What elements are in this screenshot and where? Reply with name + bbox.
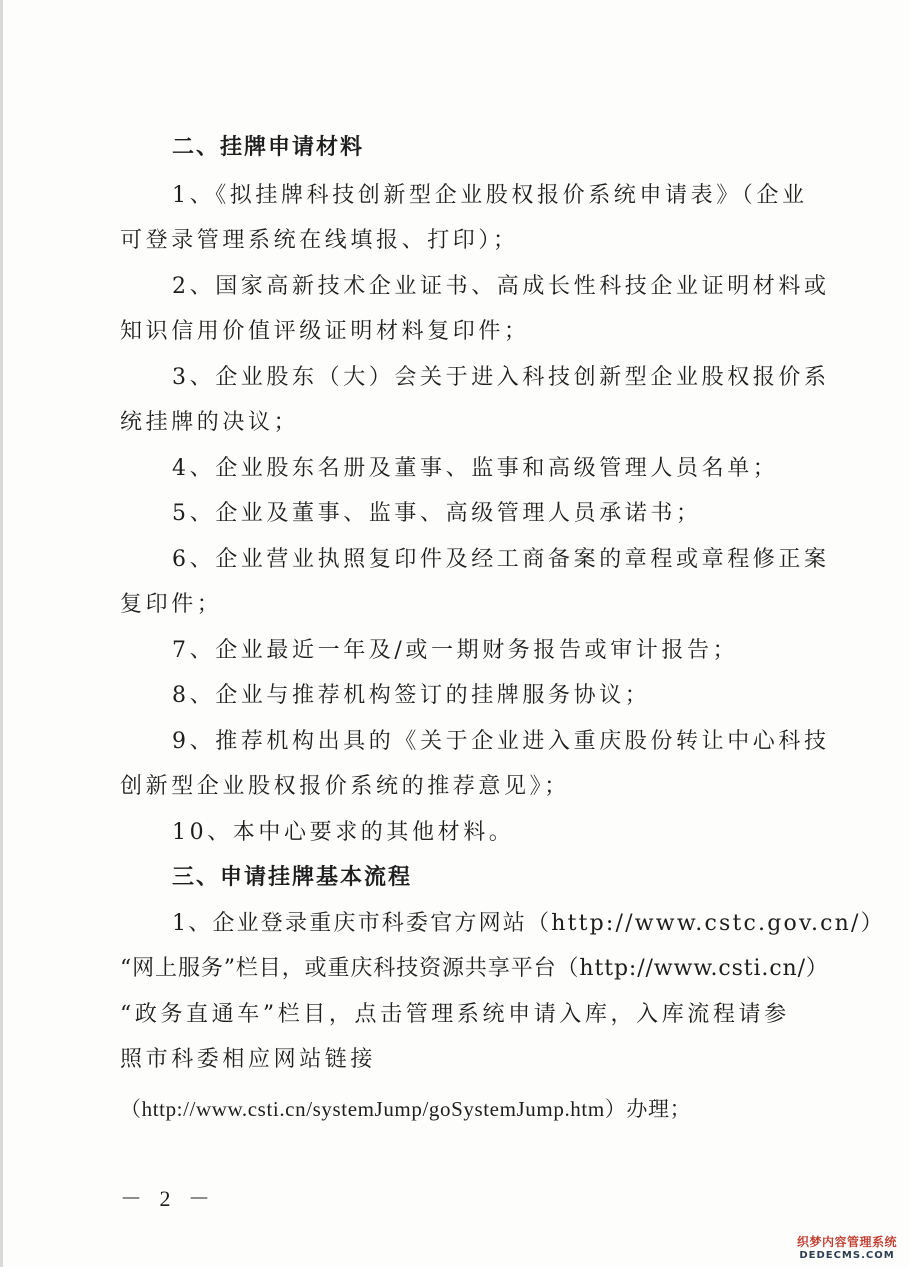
step-1-line-5: （http://www.csti.cn/systemJump/goSystemJump.htm）办理； <box>120 1097 692 1121</box>
page-number: － 2 － <box>120 1186 217 1211</box>
step-1-line-2: “网上服务”栏目，或重庆科技资源共享平台（http://www.csti.cn/） <box>120 956 829 981</box>
item-2-line-1: 2、国家高新技术企业证书、高成长性科技企业证明材料或 <box>172 274 830 299</box>
item-6-line-1: 6、企业营业执照复印件及经工商备案的章程或章程修正案 <box>172 547 830 572</box>
site-watermark <box>791 1233 903 1261</box>
item-5-line-1: 5、企业及董事、监事、高级管理人员承诺书； <box>172 501 702 526</box>
item-6-line-2: 复印件； <box>120 592 223 617</box>
item-9-line-2: 创新型企业股权报价系统的推荐意见》； <box>120 774 570 799</box>
item-1-line-2: 可登录管理系统在线填报、打印）； <box>120 228 519 253</box>
section-3-heading: 三、申请挂牌基本流程 <box>172 865 413 890</box>
item-1-line-1: 1、《拟挂牌科技创新型企业股权报价系统申请表》（企业 <box>172 183 808 208</box>
step-1-line-4: 照市科委相应网站链接 <box>120 1047 377 1072</box>
item-3-line-2: 统挂牌的决议； <box>120 410 300 435</box>
section-2-heading: 二、挂牌申请材料 <box>172 135 365 160</box>
item-3-line-1: 3、企业股东（大）会关于进入科技创新型企业股权报价系 <box>172 365 830 390</box>
item-8-line-1: 8、企业与推荐机构签订的挂牌服务协议； <box>172 683 651 708</box>
step-1-line-1: 1、企业登录重庆市科委官方网站（http://www.cstc.gov.cn/） <box>172 911 885 936</box>
item-7-line-1: 7、企业最近一年及/或一期财务报告或审计报告； <box>172 638 739 663</box>
item-9-line-1: 9、推荐机构出具的《关于企业进入重庆股份转让中心科技 <box>172 729 830 754</box>
watermark-en-text: DEDECMS.COM <box>799 1250 895 1261</box>
step-1-line-3: “政务直通车”栏目，点击管理系统申请入库，入库流程请参 <box>120 1002 790 1027</box>
item-4-line-1: 4、企业股东名册及董事、监事和高级管理人员名单； <box>172 456 779 481</box>
item-2-line-2: 知识信用价值评级证明材料复印件； <box>120 319 530 344</box>
page-edge-shadow <box>0 0 3 1267</box>
watermark-cn-text: 织梦内容管理系统 <box>796 1235 897 1249</box>
item-10-line-1: 10、本中心要求的其他材料。 <box>172 820 515 845</box>
